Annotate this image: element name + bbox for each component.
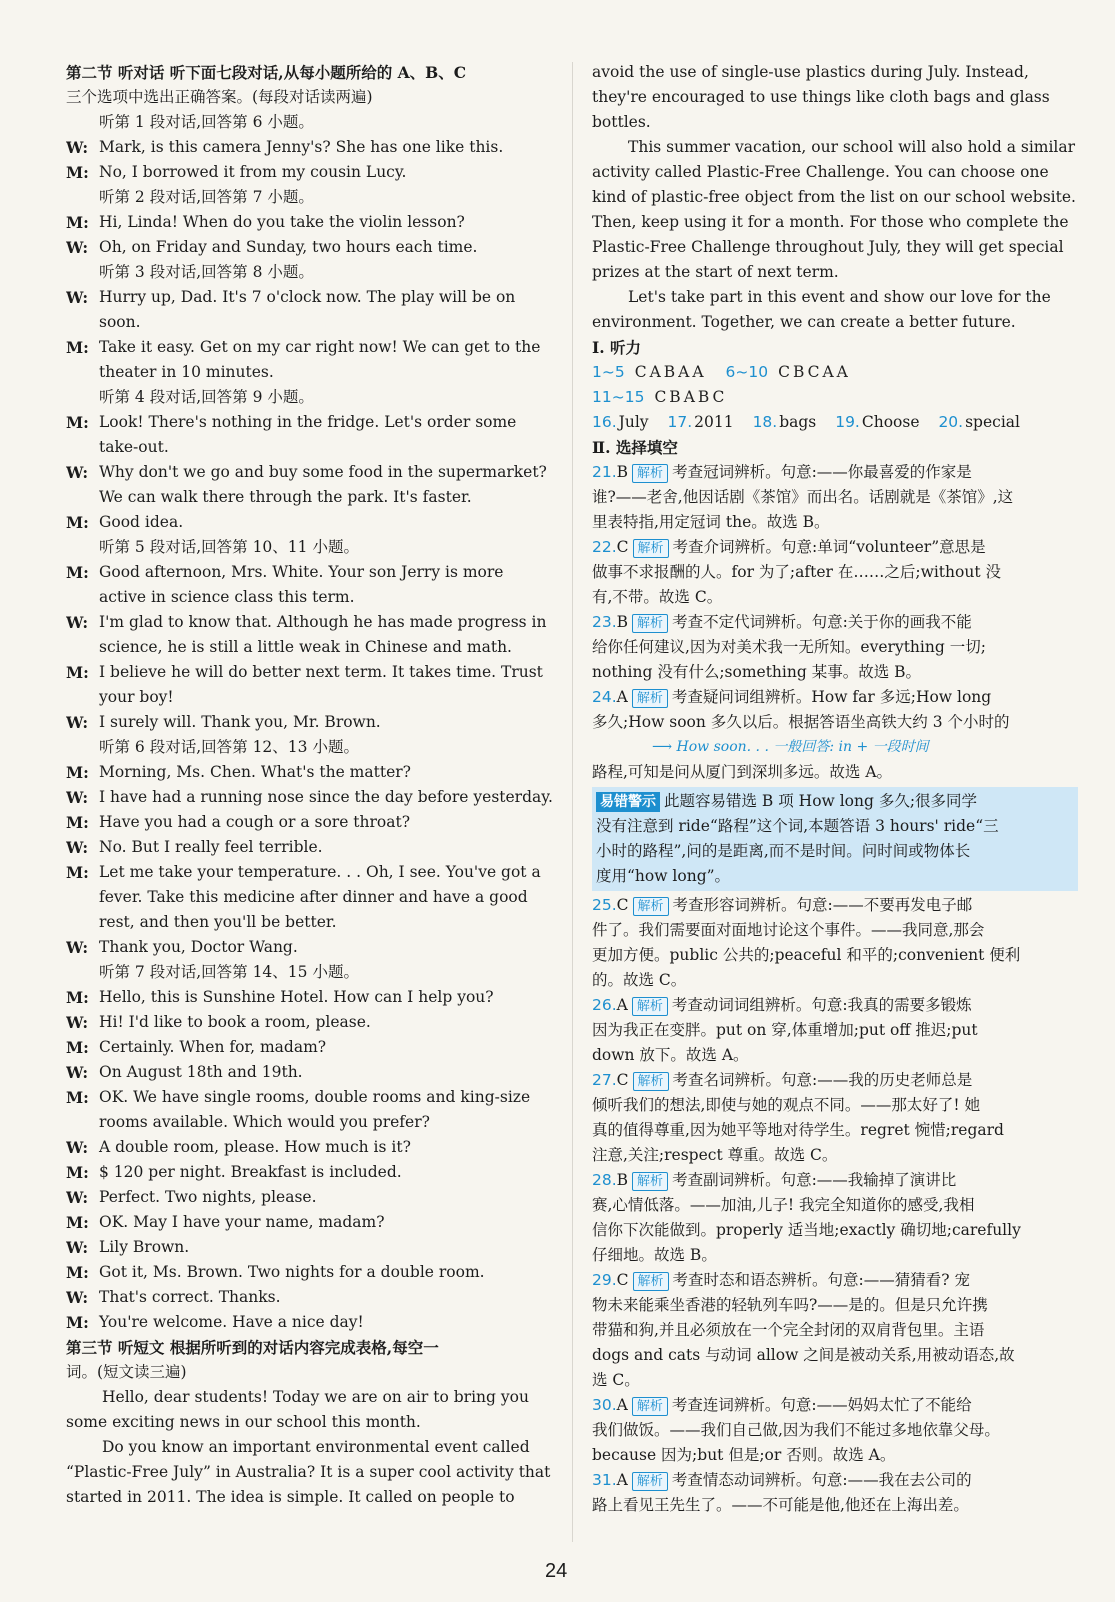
- question-27: [592, 1068, 1078, 1093]
- answer-range: 11~15: [592, 388, 645, 406]
- fill-number: 17.: [667, 413, 693, 431]
- dialogue-text: your boy!: [99, 688, 174, 706]
- passage-line: Then, keep using it for a month. For those who complete the: [592, 213, 1069, 231]
- dialogue-text: Certainly. When for, madam?: [99, 1038, 327, 1056]
- question-line: 路程,可知是问从厦门到深圳多远。故选 A。: [592, 763, 893, 781]
- speaker-label: M:: [66, 863, 89, 882]
- analysis-tag: 解析: [633, 1272, 669, 1291]
- speaker-label: M:: [66, 163, 89, 182]
- speaker-label: W:: [66, 788, 89, 807]
- right-column: [592, 60, 1078, 1518]
- left-column: [66, 60, 560, 1510]
- question-line: 件了。我们需要面对面地讨论这个事件。——我同意,那会: [592, 921, 985, 939]
- question-line: 真的值得尊重,因为她平等地对待学生。regret 惋惜;regard: [592, 1121, 1004, 1139]
- speaker-label: M:: [66, 988, 89, 1007]
- question-text: 考查形容词辨析。句意:——不要再发电子邮: [672, 896, 973, 914]
- dialogue7-intro: 听第 7 段对话,回答第 14、15 小题。: [99, 963, 359, 981]
- warning-text: 此题容易错选 B 项 How long 多久;很多同学: [664, 792, 978, 810]
- question-line: 谁?——老舍,他因话剧《茶馆》而出名。话剧就是《茶馆》,这: [592, 488, 1014, 506]
- speaker-label: M:: [66, 1313, 89, 1332]
- speaker-label: M:: [66, 563, 89, 582]
- dialogue-turn: [66, 1185, 560, 1210]
- dialogue7: [66, 985, 560, 1335]
- question-line: 注意,关注;respect 尊重。故选 C。: [592, 1146, 838, 1164]
- passage-line: bottles.: [592, 113, 651, 131]
- dialogue1: [66, 135, 560, 185]
- note-text: How soon. . . 一般回答: in + 一段时间: [676, 739, 929, 755]
- dialogue-turn: [66, 410, 560, 435]
- speaker-label: W:: [66, 463, 89, 482]
- fill-value: 2011: [694, 413, 734, 431]
- listening-heading: Ⅰ. 听力: [592, 338, 642, 357]
- speaker-label: M:: [66, 413, 89, 432]
- dialogue-turn: [66, 1235, 560, 1260]
- question-line: 的。故选 C。: [592, 971, 687, 989]
- question-line: 倾听我们的想法,即使与她的观点不同。——那太好了! 她: [592, 1096, 981, 1114]
- passage-line: avoid the use of single-use plastics during July. Instead,: [592, 63, 1029, 81]
- dialogue-text: fever. Take this medicine after dinner and have a good: [99, 888, 528, 906]
- speaker-label: M:: [66, 213, 89, 232]
- question-answer: B: [616, 463, 629, 481]
- dialogue-text: Perfect. Two nights, please.: [99, 1188, 317, 1206]
- dialogue-text: On August 18th and 19th.: [99, 1063, 303, 1081]
- speaker-label: M:: [66, 1163, 89, 1182]
- passage-line: activity called Plastic-Free Challenge. You can choose one: [592, 163, 1049, 181]
- answer-range: 6~10: [725, 363, 769, 381]
- speaker-label: M:: [66, 1213, 89, 1232]
- question-number: 29.: [592, 1271, 617, 1289]
- dialogue-text: That's correct. Thanks.: [99, 1288, 281, 1306]
- question-number: 25.: [592, 896, 617, 914]
- speaker-label: W:: [66, 1138, 89, 1157]
- dialogue-turn: [66, 835, 560, 860]
- question-23: [592, 610, 1078, 635]
- analysis-tag: 解析: [632, 464, 668, 483]
- dialogue-text: Hi, Linda! When do you take the violin lesson?: [99, 213, 465, 231]
- column-divider: [572, 62, 573, 1542]
- analysis-tag: 解析: [633, 897, 669, 916]
- page-number: 24: [545, 1560, 568, 1582]
- question-line: 有,不带。故选 C。: [592, 588, 723, 606]
- dialogue-turn: [66, 435, 560, 460]
- dialogue-turn: [66, 885, 560, 910]
- passage-line: environment. Together, we can create a better future.: [592, 313, 1016, 331]
- fill-number: 19.: [835, 413, 860, 431]
- dialogue-text: take-out.: [99, 438, 169, 456]
- dialogue-text: Why don't we go and buy some food in the supermarket?: [99, 463, 547, 481]
- dialogue-turn: [66, 235, 560, 260]
- question-line: down 放下。故选 A。: [592, 1046, 749, 1064]
- analysis-tag: 解析: [633, 1072, 669, 1091]
- dialogue-turn: [66, 1285, 560, 1310]
- question-answer: B: [616, 1171, 629, 1189]
- question-answer: B: [616, 613, 629, 631]
- section3-title: 第三节 听短文 根据所听到的对话内容完成表格,每空一: [66, 1338, 439, 1357]
- dialogue-turn: [66, 1210, 560, 1235]
- dialogue-text: Have you had a cough or a sore throat?: [99, 813, 411, 831]
- question-number: 21.: [592, 463, 617, 481]
- dialogue-turn: [66, 1060, 560, 1085]
- dialogue-text: I have had a running nose since the day before yesterday.: [99, 788, 553, 806]
- arrow-icon: ⟶: [652, 739, 677, 755]
- question-25: [592, 893, 1078, 918]
- dialogue4-intro: 听第 4 段对话,回答第 9 小题。: [99, 388, 314, 406]
- dialogue-text: rooms available. Which would you prefer?: [99, 1113, 430, 1131]
- question-text: 考查介词辨析。句意:单词“volunteer”意思是: [672, 538, 986, 556]
- answer-row: [592, 360, 1078, 385]
- passage-line: This summer vacation, our school will also hold a similar: [628, 138, 1076, 156]
- question-answer: A: [616, 1396, 628, 1414]
- dialogue-text: We can walk there through the park. It's faster.: [99, 488, 472, 506]
- question-number: 31.: [592, 1471, 617, 1489]
- question-text: 考查情态动词辨析。句意:——我在去公司的: [671, 1471, 972, 1489]
- dialogue-text: I'm glad to know that. Although he has made progress in: [99, 613, 547, 631]
- question-line: 赛,心情低落。——加油,儿子! 我完全知道你的感受,我相: [592, 1196, 975, 1214]
- question-number: 26.: [592, 996, 617, 1014]
- question-line: 带猫和狗,并且必须放在一个完全封闭的双肩背包里。主语: [592, 1321, 985, 1339]
- dialogue-turn: [66, 860, 560, 885]
- speaker-label: M:: [66, 813, 89, 832]
- dialogue-turn: [66, 760, 560, 785]
- warning-text: 小时的路程”,问的是距离,而不是时间。问时间或物体长: [596, 842, 971, 860]
- speaker-label: W:: [66, 1288, 89, 1307]
- passage-line: they're encouraged to use things like cloth bags and glass: [592, 88, 1050, 106]
- speaker-label: W:: [66, 1188, 89, 1207]
- section3-title-cont: 词。(短文读三遍): [66, 1363, 187, 1381]
- error-warning-box: [592, 787, 1078, 891]
- question-24: [592, 685, 1078, 710]
- question-answer: A: [616, 688, 628, 706]
- question-number: 30.: [592, 1396, 617, 1414]
- section2-title-cont: 三个选项中选出正确答案。(每段对话读两遍): [66, 88, 373, 106]
- dialogue4: [66, 410, 560, 535]
- passage-line: Plastic-Free Challenge throughout July, they will get special: [592, 238, 1064, 256]
- dialogue-turn: [66, 335, 560, 360]
- speaker-label: M:: [66, 513, 89, 532]
- fill-number: 16.: [592, 413, 617, 431]
- dialogue-text: theater in 10 minutes.: [99, 363, 274, 381]
- dialogue-turn: [66, 210, 560, 235]
- dialogue-turn: [66, 1310, 560, 1335]
- question-answer: A: [616, 996, 628, 1014]
- question-line: 我们做饭。——我们自己做,因为我们不能过多地依靠父母。: [592, 1421, 1000, 1439]
- dialogue-turn: [66, 935, 560, 960]
- question-line: 选 C。: [592, 1371, 640, 1389]
- dialogue-text: I believe he will do better next term. It takes time. Trust: [99, 663, 543, 681]
- passage-line: Do you know an important environmental event called: [102, 1438, 530, 1456]
- dialogue-text: Morning, Ms. Chen. What's the matter?: [99, 763, 411, 781]
- section2-title: 第二节 听对话 听下面七段对话,从每小题所给的 A、B、C: [66, 63, 467, 82]
- speaker-label: M:: [66, 1263, 89, 1282]
- dialogue-text: soon.: [99, 313, 141, 331]
- dialogue-text: Lily Brown.: [99, 1238, 190, 1256]
- passage-line: Let's take part in this event and show our love for the: [628, 288, 1051, 306]
- question-line: 仔细地。故选 B。: [592, 1246, 717, 1264]
- question-30: [592, 1393, 1078, 1418]
- analysis-tag: 解析: [632, 1397, 668, 1416]
- dialogue1-intro: 听第 1 段对话,回答第 6 小题。: [99, 113, 314, 131]
- question-answer: C: [616, 1071, 629, 1089]
- warning-label: 易错警示: [596, 792, 660, 812]
- question-text: 考查疑问词组辨析。How far 多远;How long: [671, 688, 992, 706]
- dialogue-text: A double room, please. How much is it?: [99, 1138, 411, 1156]
- fill-answers: [592, 410, 1078, 435]
- warning-text: 度用“how long”。: [596, 867, 731, 885]
- question-26: [592, 993, 1078, 1018]
- dialogue2: [66, 210, 560, 260]
- analysis-tag: 解析: [632, 997, 668, 1016]
- dialogue-turn: [66, 1035, 560, 1060]
- dialogue3: [66, 285, 560, 385]
- dialogue-turn: [66, 560, 560, 585]
- question-31: [592, 1468, 1078, 1493]
- dialogue6-intro: 听第 6 段对话,回答第 12、13 小题。: [99, 738, 359, 756]
- dialogue-text: Let me take your temperature. . . Oh, I see. You've got a: [99, 863, 541, 881]
- dialogue-turn: [66, 985, 560, 1010]
- dialogue-text: No. But I really feel terrible.: [99, 838, 323, 856]
- analysis-tag: 解析: [632, 1172, 668, 1191]
- dialogue-turn: [66, 485, 560, 510]
- question-line: because 因为;but 但是;or 否则。故选 A。: [592, 1446, 896, 1464]
- dialogue5: [66, 560, 560, 735]
- question-22: [592, 535, 1078, 560]
- question-answer: C: [616, 1271, 629, 1289]
- dialogue-turn: [66, 710, 560, 735]
- dialogue-turn: [66, 510, 560, 535]
- speaker-label: W:: [66, 1013, 89, 1032]
- dialogue-turn: [66, 1010, 560, 1035]
- speaker-label: W:: [66, 938, 89, 957]
- dialogue-text: OK. May I have your name, madam?: [99, 1213, 385, 1231]
- dialogue6: [66, 760, 560, 960]
- dialogue-text: Thank you, Doctor Wang.: [99, 938, 298, 956]
- dialogue-text: Mark, is this camera Jenny's? She has one like this.: [99, 138, 504, 156]
- question-text: 考查动词词组辨析。句意:我真的需要多锻炼: [671, 996, 972, 1014]
- dialogue-turn: [66, 160, 560, 185]
- dialogue-turn: [66, 610, 560, 635]
- fill-number: 20.: [938, 413, 964, 431]
- question-number: 22.: [592, 538, 617, 556]
- question-line: 做事不求报酬的人。for 为了;after 在……之后;without 没: [592, 563, 1001, 581]
- analysis-tag: 解析: [632, 1472, 668, 1491]
- dialogue-text: Look! There's nothing in the fridge. Let's order some: [99, 413, 517, 431]
- question-answer: C: [616, 538, 629, 556]
- speaker-label: M:: [66, 1088, 89, 1107]
- dialogue-text: Oh, on Friday and Sunday, two hours each time.: [99, 238, 478, 256]
- answer-values: CBCAA: [778, 363, 851, 381]
- handwritten-note: [592, 735, 1078, 760]
- choice-heading: Ⅱ. 选择填空: [592, 438, 678, 457]
- question-number: 28.: [592, 1171, 617, 1189]
- speaker-label: W:: [66, 1063, 89, 1082]
- dialogue-turn: [66, 660, 560, 685]
- dialogue-turn: [66, 635, 560, 660]
- speaker-label: W:: [66, 238, 89, 257]
- dialogue2-intro: 听第 2 段对话,回答第 7 小题。: [99, 188, 314, 206]
- speaker-label: M:: [66, 1038, 89, 1057]
- question-line: nothing 没有什么;something 某事。故选 B。: [592, 663, 922, 681]
- question-text: 考查不定代词辨析。句意:关于你的画我不能: [672, 613, 972, 631]
- question-text: 考查冠词辨析。句意:——你最喜爱的作家是: [672, 463, 972, 481]
- dialogue-text: No, I borrowed it from my cousin Lucy.: [99, 163, 407, 181]
- dialogue-text: OK. We have single rooms, double rooms and king-size: [99, 1088, 531, 1106]
- question-line: 多久;How soon 多久以后。根据答语坐高铁大约 3 个小时的: [592, 713, 1010, 731]
- question-number: 27.: [592, 1071, 617, 1089]
- dialogue-turn: [66, 1260, 560, 1285]
- dialogue-text: Hurry up, Dad. It's 7 o'clock now. The play will be on: [99, 288, 516, 306]
- dialogue-turn: [66, 585, 560, 610]
- question-line: 更加方便。public 公共的;peaceful 和平的;convenient 便利: [592, 946, 1021, 964]
- analysis-tag: 解析: [633, 539, 669, 558]
- answer-row: [592, 385, 1078, 410]
- question-line: 路上看见王先生了。——不可能是他,他还在上海出差。: [592, 1496, 969, 1514]
- answer-values: CBABC: [654, 388, 728, 406]
- dialogue-turn: [66, 310, 560, 335]
- question-line: dogs and cats 与动词 allow 之间是被动关系,用被动语态,故: [592, 1346, 1015, 1364]
- dialogue-turn: [66, 135, 560, 160]
- question-text: 考查名词辨析。句意:——我的历史老师总是: [672, 1071, 973, 1089]
- dialogue-text: I surely will. Thank you, Mr. Brown.: [99, 713, 381, 731]
- speaker-label: W:: [66, 138, 89, 157]
- answer-range: 1~5: [592, 363, 625, 381]
- dialogue-turn: [66, 910, 560, 935]
- passage-line: “Plastic-Free July” in Australia? It is a super cool activity that: [66, 1463, 551, 1481]
- analysis-tag: 解析: [632, 689, 668, 708]
- dialogue-text: You're welcome. Have a nice day!: [99, 1313, 364, 1331]
- question-line: 信你下次能做到。properly 适当地;exactly 确切地;carefully: [592, 1221, 1021, 1239]
- question-28: [592, 1168, 1078, 1193]
- dialogue-text: Got it, Ms. Brown. Two nights for a double room.: [99, 1263, 485, 1281]
- dialogue-text: $ 120 per night. Breakfast is included.: [99, 1163, 402, 1181]
- fill-value: bags: [779, 413, 817, 431]
- dialogue5-intro: 听第 5 段对话,回答第 10、11 小题。: [99, 538, 359, 556]
- dialogue-text: Good afternoon, Mrs. White. Your son Jerry is more: [99, 563, 504, 581]
- passage-line: Hello, dear students! Today we are on air to bring you: [102, 1388, 529, 1406]
- speaker-label: M:: [66, 763, 89, 782]
- dialogue-text: Hello, this is Sunshine Hotel. How can I help you?: [99, 988, 494, 1006]
- question-line: 因为我正在变胖。put on 穿,体重增加;put off 推迟;put: [592, 1021, 978, 1039]
- dialogue-turn: [66, 460, 560, 485]
- dialogue-turn: [66, 1160, 560, 1185]
- dialogue-text: Take it easy. Get on my car right now! We can get to the: [99, 338, 541, 356]
- dialogue-turn: [66, 1085, 560, 1110]
- speaker-label: M:: [66, 338, 89, 357]
- passage-line: prizes at the start of next term.: [592, 263, 839, 281]
- warning-text: 没有注意到 ride“路程”这个词,本题答语 3 hours' ride“三: [596, 817, 999, 835]
- question-answer: C: [616, 896, 629, 914]
- dialogue-turn: [66, 810, 560, 835]
- dialogue-turn: [66, 1110, 560, 1135]
- question-answer: A: [616, 1471, 628, 1489]
- speaker-label: W:: [66, 288, 89, 307]
- question-number: 23.: [592, 613, 617, 631]
- question-text: 考查副词辨析。句意:——我输掉了演讲比: [672, 1171, 957, 1189]
- question-29: [592, 1268, 1078, 1293]
- question-21: [592, 460, 1078, 485]
- speaker-label: W:: [66, 838, 89, 857]
- question-line: 物未来能乘坐香港的轻轨列车吗?——是的。但是只允许携: [592, 1296, 988, 1314]
- dialogue-turn: [66, 1135, 560, 1160]
- dialogue-turn: [66, 360, 560, 385]
- fill-value: special: [965, 413, 1020, 431]
- speaker-label: W:: [66, 613, 89, 632]
- passage-line: started in 2011. The idea is simple. It called on people to: [66, 1488, 515, 1506]
- question-text: 考查时态和语态辨析。句意:——猜猜看? 宠: [672, 1271, 971, 1289]
- analysis-tag: 解析: [632, 614, 668, 633]
- dialogue3-intro: 听第 3 段对话,回答第 8 小题。: [99, 263, 314, 281]
- dialogue-text: active in science class this term.: [99, 588, 355, 606]
- dialogue-turn: [66, 685, 560, 710]
- passage-line: some exciting news in our school this month.: [66, 1413, 421, 1431]
- fill-value: Choose: [861, 413, 920, 431]
- fill-number: 18.: [752, 413, 778, 431]
- question-text: 考查连词辨析。句意:——妈妈太忙了不能给: [671, 1396, 972, 1414]
- dialogue-turn: [66, 785, 560, 810]
- dialogue-text: rest, and then you'll be better.: [99, 913, 337, 931]
- speaker-label: W:: [66, 713, 89, 732]
- passage-line: kind of plastic-free object from the list on our school website.: [592, 188, 1076, 206]
- answer-values: CABAA: [634, 363, 707, 381]
- question-line: 里表特指,用定冠词 the。故选 B。: [592, 513, 830, 531]
- fill-value: July: [618, 413, 649, 431]
- speaker-label: W:: [66, 1238, 89, 1257]
- question-number: 24.: [592, 688, 617, 706]
- question-line: 给你任何建议,因为对美术我一无所知。everything 一切;: [592, 638, 986, 656]
- speaker-label: M:: [66, 663, 89, 682]
- dialogue-text: Good idea.: [99, 513, 184, 531]
- dialogue-turn: [66, 285, 560, 310]
- dialogue-text: science, he is still a little weak in Chinese and math.: [99, 638, 512, 656]
- dialogue-text: Hi! I'd like to book a room, please.: [99, 1013, 371, 1031]
